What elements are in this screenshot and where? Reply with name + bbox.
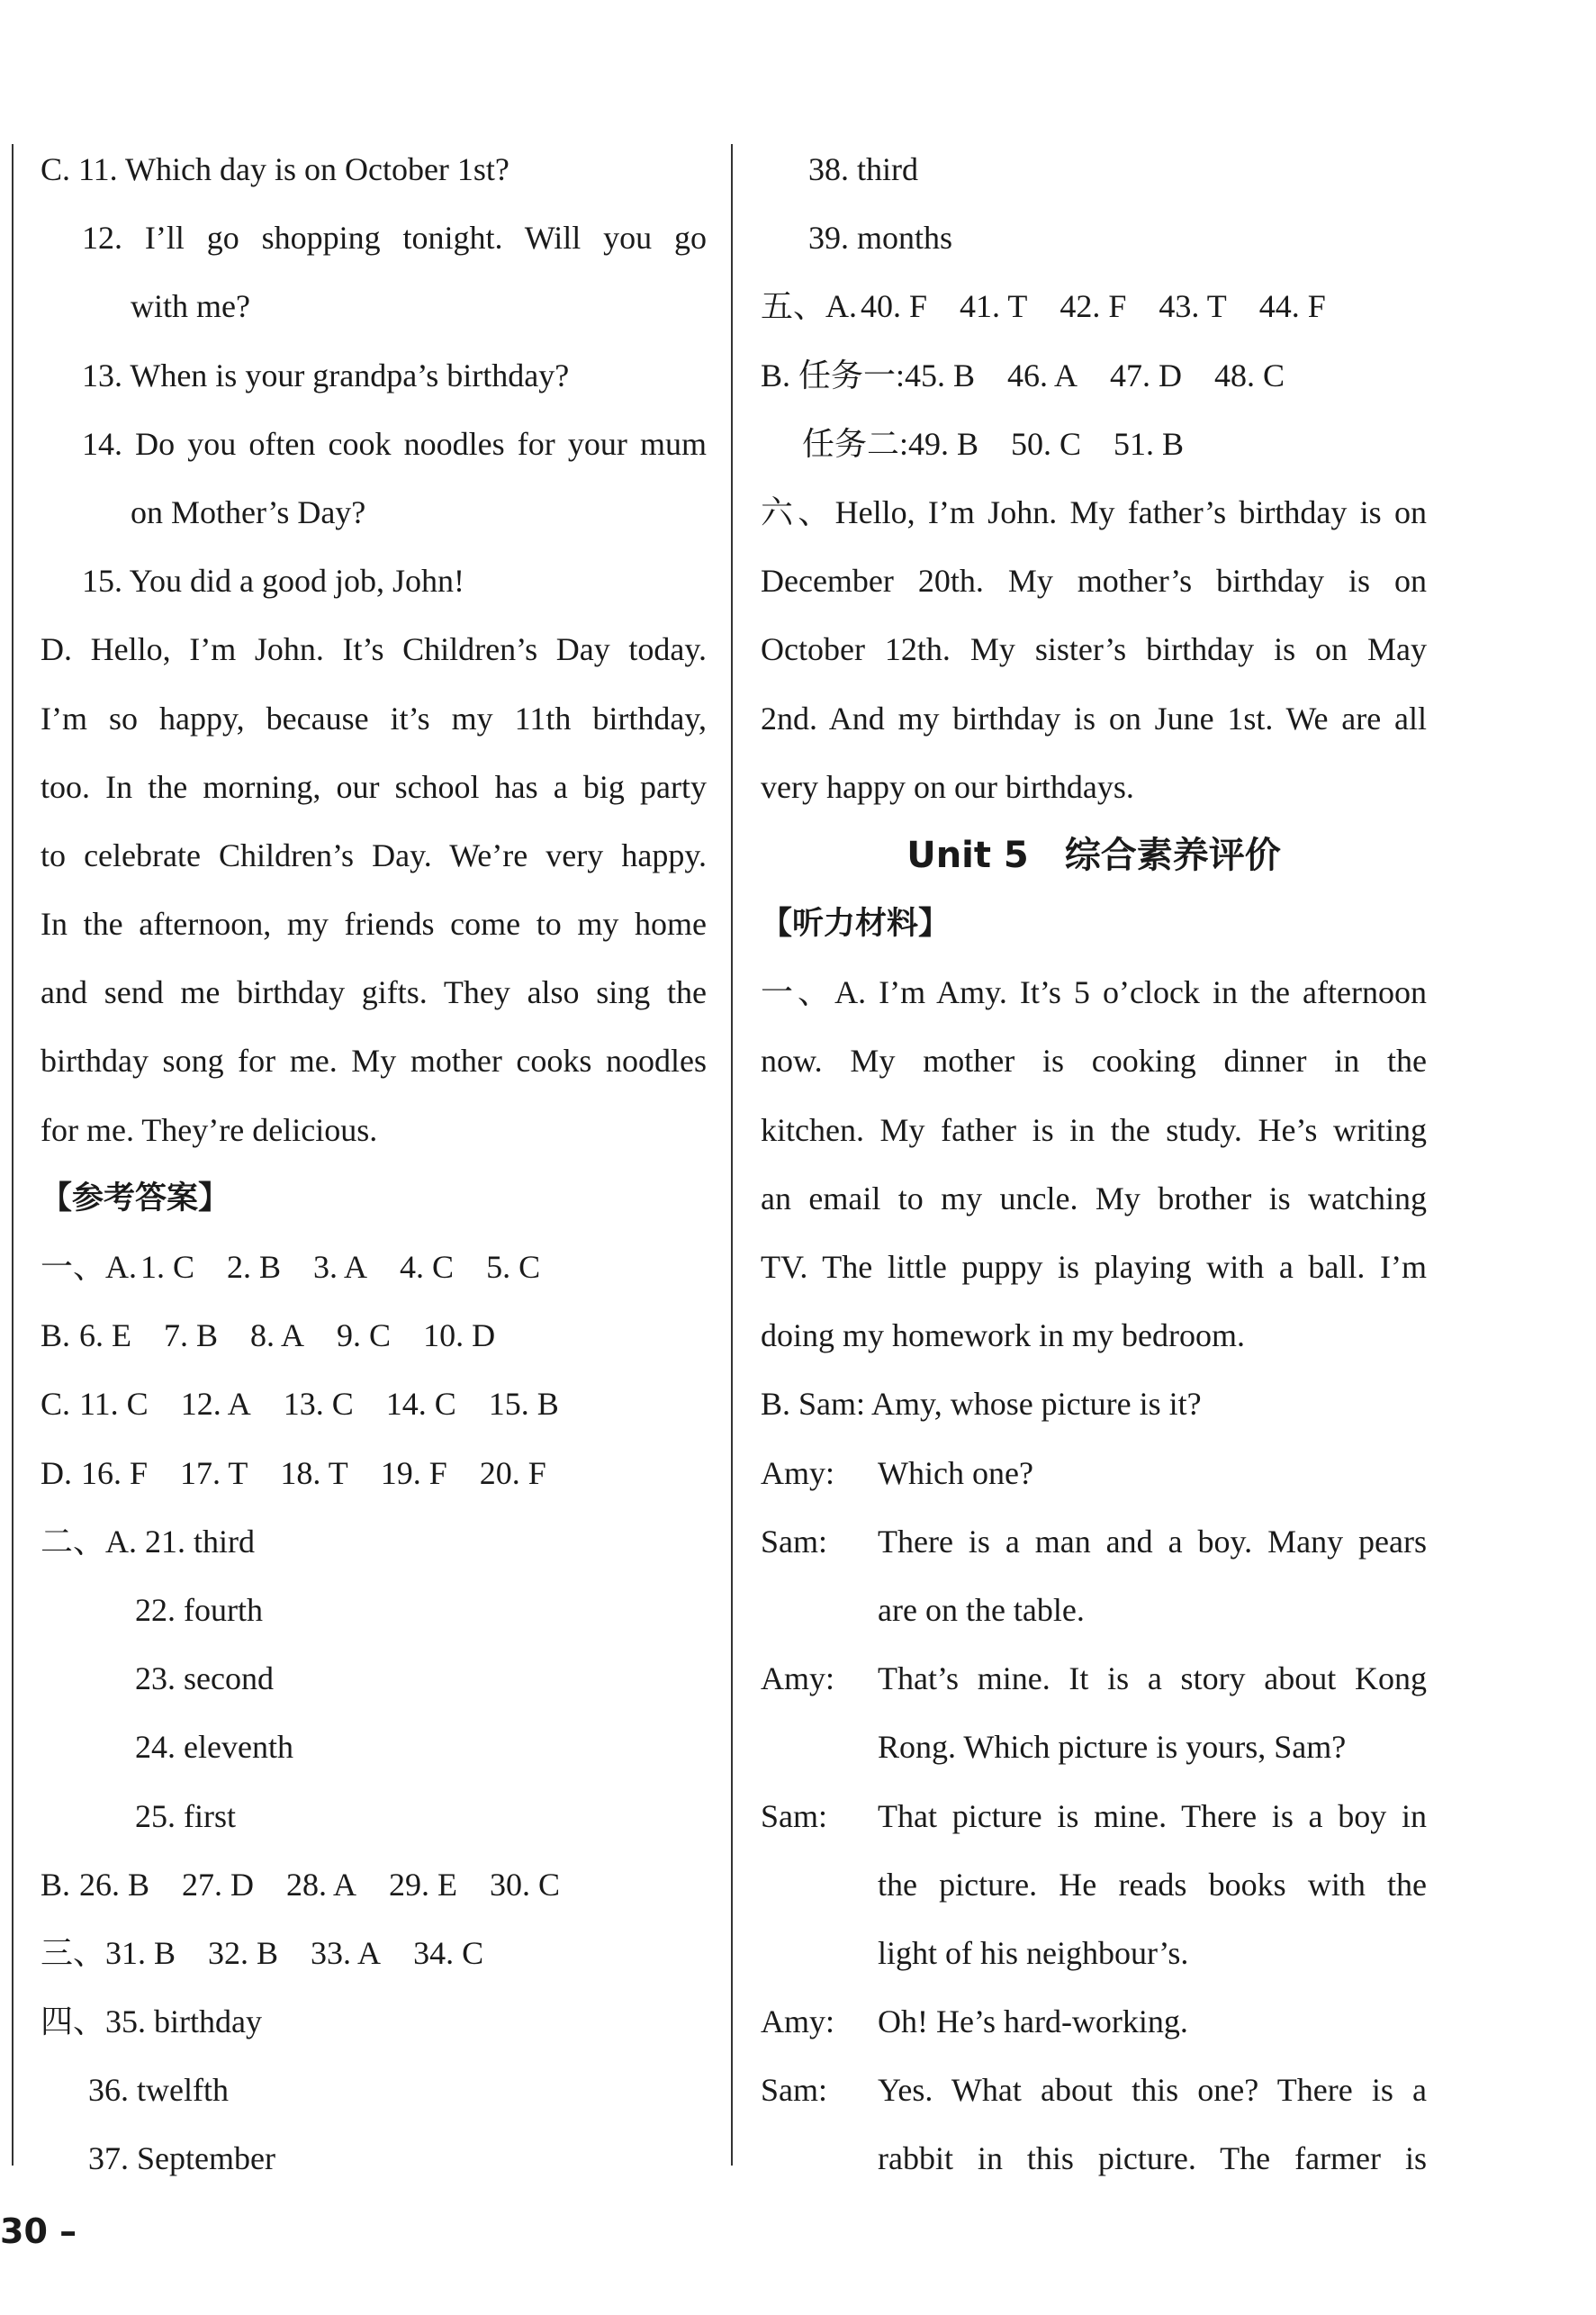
dialog-speech: There is a man and a boy. Many pears [878,1523,1427,1560]
answer-item: 14. C [385,1386,456,1423]
dialog-turn [761,1782,1427,1850]
answer-item: 34. C [413,1934,484,1971]
answer-row-6 [41,1919,707,1987]
answer-item: 28. A [286,1866,357,1903]
dialog-turn [761,1987,1427,2056]
answer-item: 3. A [313,1249,368,1285]
answer-24: 24. eleventh [135,1729,293,1766]
answer-23: 23. second [135,1660,274,1697]
dialog-speaker: Sam: [761,1797,828,1834]
question-12-line-2: with me? [131,288,250,325]
answer-item: 15. B [488,1386,559,1423]
answer-row-7 [761,272,1427,340]
answer-prefix: D. [41,1454,72,1491]
answer-row-4 [41,1439,707,1507]
dialog-speech: Which one? [878,1454,1033,1491]
answer-item: 48. C [1214,357,1285,393]
section-six-line: very happy on our birthdays. [761,768,1134,805]
dialog-speech: Yes. What about this one? There is a [878,2072,1427,2109]
answer-item: 18. T [280,1454,348,1491]
dialog-speaker: Sam: [761,2072,828,2109]
answer-21: 二、A. 21. third [41,1523,255,1560]
answer-item: 44. F [1258,288,1326,325]
answer-item: 46. A [1007,357,1078,393]
dialog-turn [761,1439,1427,1507]
answer-item: 45. B [905,357,976,393]
answer-prefix: B. [41,1866,71,1903]
section-six-line: October 12th. My sister’s birthday is on May [761,631,1427,668]
answer-row-3 [41,1370,707,1438]
dialog-speech: Oh! He’s hard-working. [878,2003,1188,2040]
passage-d-line: too. In the morning, our school has a big party [41,768,707,805]
listening-line: 一、A. I’m Amy. It’s 5 o’clock in the afternoon [761,974,1427,1011]
answer-item: 30. C [490,1866,561,1903]
dialog-intro: B. Sam: Amy, whose picture is it? [761,1386,1202,1423]
right-column [761,135,1427,2193]
dialog-turn [761,1507,1427,1576]
answer-39: 39. months [808,220,953,257]
unit-title [761,821,1427,890]
answer-item: 43. T [1159,288,1227,325]
answer-prefix: B. 任务一: [761,357,906,393]
passage-d-line: and send me birthday gifts. They also sing the [41,974,707,1011]
dialog-speaker: Amy: [761,1454,835,1491]
answer-prefix: 任务二: [802,425,909,462]
dialog-speech: rabbit in this picture. The farmer is [878,2140,1427,2177]
answer-prefix: 五、A. [761,288,857,325]
listening-line: TV. The little puppy is playing with a ball. I’m [761,1249,1427,1285]
answer-37: 37. September [88,2140,275,2177]
answer-item: 26. B [79,1866,150,1903]
question-12-line-1: 12. I’ll go shopping tonight. Will you go [82,220,707,257]
passage-d-line: I’m so happy, because it’s my 11th birthday, [41,700,707,737]
answer-item: 51. B [1114,425,1185,462]
answer-item: 11. C [79,1386,149,1423]
answer-38: 38. third [808,151,918,187]
page-number: 30 – [0,2211,77,2251]
question-13: 13. When is your grandpa’s birthday? [82,357,570,393]
answer-item: 8. A [250,1317,305,1354]
dialog-turn [761,2056,1427,2124]
answer-item: 20. F [479,1454,546,1491]
listening-line: doing my homework in my bedroom. [761,1317,1245,1354]
passage-d-line: birthday song for me. My mother cooks noodles [41,1043,707,1080]
question-15: 15. You did a good job, John! [82,563,465,600]
dialog-speech: are on the table. [878,1591,1085,1628]
passage-d-line: D. Hello, I’m John. It’s Children’s Day today. [41,631,707,668]
answer-item: 41. T [960,288,1028,325]
listening-line: an email to my uncle. My brother is watching [761,1180,1427,1216]
answer-22: 22. fourth [135,1591,263,1628]
answer-row-1 [41,1233,707,1301]
answer-row-8 [761,341,1427,410]
column-divider [731,144,733,2166]
answer-item: 17. T [180,1454,248,1491]
page-left-rule [12,144,14,2166]
answer-prefix: B. [41,1317,71,1354]
answer-item: 5. C [486,1249,541,1285]
answer-item: 31. B [105,1934,176,1971]
answer-key-heading: 【参考答案】 [41,1180,230,1216]
answer-item: 16. F [81,1454,149,1491]
answer-row-9 [761,410,1427,478]
question-14-line-1: 14. Do you often cook noodles for your mum [82,425,707,462]
answer-35: 四、35. birthday [41,2003,262,2040]
section-six-line: 六、Hello, I’m John. My father’s birthday is on [761,493,1427,530]
answer-item: 29. E [389,1866,458,1903]
answer-item: 6. E [79,1317,132,1354]
passage-d-line: In the afternoon, my friends come to my home [41,906,707,943]
unit-title-en: Unit 5 [906,834,1029,876]
dialog-speech: That’s mine. It is a story about Kong [878,1660,1427,1697]
answer-prefix: 一、A. [41,1249,137,1285]
dialog-speaker: Amy: [761,2003,835,2040]
dialog-speech: the picture. He reads books with the [878,1866,1427,1903]
answer-prefix: C. [41,1386,71,1423]
answer-item: 1. C [140,1249,195,1285]
answer-item: 4. C [400,1249,455,1285]
dialog-speaker: Sam: [761,1523,828,1560]
answer-item: 33. A [311,1934,382,1971]
question-11: C. 11. Which day is on October 1st? [41,151,509,187]
question-14-line-2: on Mother’s Day? [131,493,366,530]
listening-heading: 【听力材料】 [761,906,951,943]
answer-item: 12. A [180,1386,251,1423]
answer-row-5 [41,1850,707,1919]
dialog-speaker: Amy: [761,1660,835,1697]
dialog-speech: light of his neighbour’s. [878,1934,1189,1971]
answer-item: 50. C [1011,425,1082,462]
answer-25: 25. first [135,1797,236,1834]
listening-line: now. My mother is cooking dinner in the [761,1043,1427,1080]
answer-item: 47. D [1110,357,1183,393]
answer-row-2 [41,1301,707,1370]
answer-item: 7. B [164,1317,219,1354]
answer-item: 10. D [423,1317,496,1354]
answer-item: 9. C [337,1317,392,1354]
answer-item: 49. B [908,425,979,462]
answer-36: 36. twelfth [88,2072,229,2109]
section-six-line: December 20th. My mother’s birthday is on [761,563,1427,600]
unit-title-cn: 综合素养评价 [1064,834,1281,876]
dialog-turn [761,1644,1427,1713]
answer-item: 40. F [861,288,928,325]
dialog-speech: That picture is mine. There is a boy in [878,1797,1427,1834]
answer-item: 27. D [182,1866,255,1903]
listening-line: kitchen. My father is in the study. He’s writing [761,1111,1427,1148]
answer-item: 13. C [283,1386,354,1423]
passage-d-line: to celebrate Children’s Day. We’re very happy. [41,836,707,873]
answer-item: 42. F [1059,288,1127,325]
left-column [41,135,707,2193]
answer-prefix: 三、 [41,1934,106,1971]
dialog-speech: Rong. Which picture is yours, Sam? [878,1729,1347,1766]
section-six-line: 2nd. And my birthday is on June 1st. We are all [761,700,1427,737]
answer-item: 32. B [208,1934,279,1971]
answer-item: 2. B [227,1249,282,1285]
answer-item: 19. F [380,1454,447,1491]
passage-d-line: for me. They’re delicious. [41,1111,378,1148]
